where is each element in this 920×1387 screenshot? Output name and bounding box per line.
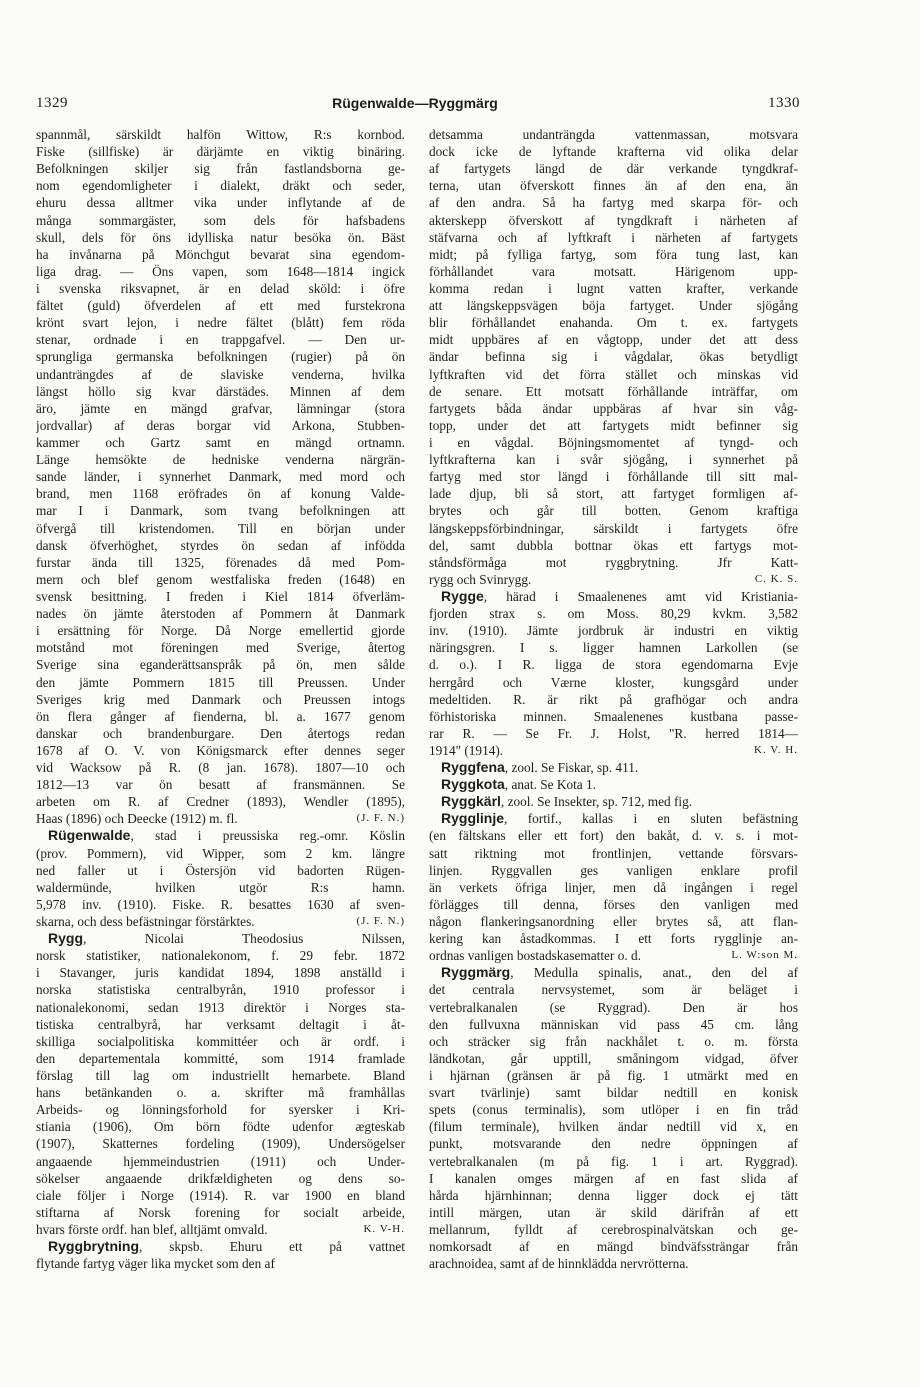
text-line: rar R. — Se Fr. J. Holst, "R. herred 1814— xyxy=(429,725,798,741)
text-line: akterskepp öfverskott af tyngdkraft i närheten af xyxy=(429,212,798,228)
text-line: brytes och går till botten. Genom kraftiga xyxy=(429,503,798,519)
text-line: vertebralkanalen (se Ryggrad). Den är hos xyxy=(429,999,798,1015)
text-line: i hjärnan (gränsen är på fig. 1 utmärkt med en xyxy=(429,1068,798,1084)
text-line: öfvergå till kristendomen. Till en början under xyxy=(36,520,405,536)
page-number-right: 1330 xyxy=(768,95,800,111)
text-line: i en vågdal. Böjningsmomentet af tyngd- och xyxy=(429,434,798,450)
text-line: C. K. S. rygg och Svinrygg. xyxy=(429,571,798,587)
text-line: i Stavanger, juris kandidat 1894, 1898 anställd i xyxy=(36,965,405,981)
text-line: ha invånarna på Mönchgut bevarat sina egendom- xyxy=(36,246,405,262)
text-line: vid Wacksow på R. (8 jan. 1678). 1807—10 och xyxy=(36,760,405,776)
text-line: fartygets båda ändar uppbäras af hvar sin våg- xyxy=(429,400,798,416)
text-line: sande länder, i synnerhet Danmark, med mord och xyxy=(36,469,405,485)
text-line: Rygg, Nicolai Theodosius Nilssen, xyxy=(48,930,405,947)
text-line: inv. (1910). Jämte jordbruk är industri en viktig xyxy=(429,623,798,639)
text-line: waldermünde, hvilken utgör R:s hamn. xyxy=(36,879,405,895)
text-line: svensk besittning. I freden i Kiel 1814 öfverläm- xyxy=(36,588,405,604)
text-line: nom egendomligheter i dialekt, dräkt och seder, xyxy=(36,178,405,194)
text-line: terna, utan öfverskott finnes än af den ena, än xyxy=(429,178,798,194)
text-line: Sverige sina eganderättsanspråk på ön, men sålde xyxy=(36,657,405,673)
text-line: mellanrum, fylldt af cerebrospinalvätskan och ge- xyxy=(429,1222,798,1237)
text-line: midt uppbäres af en vågtopp, under det att dess xyxy=(429,332,798,348)
text-line: intill märgen, utan är skild därifrån af ett xyxy=(429,1204,798,1220)
text-line: K. V-H. hvars förste ordf. han blef, alltjämt omvald. xyxy=(36,1222,405,1237)
text-line: den jämte Pommern 1815 till Preussen. Under xyxy=(36,674,405,690)
text-line: sökelser angaaende drikfældigheten og dens so- xyxy=(36,1170,405,1186)
entry-headword: Ryggbrytning xyxy=(48,1238,139,1255)
text-line: fältet (guld) öfverdelen af ett med furstekrona xyxy=(36,298,405,314)
text-line: stäfvarna och af lyftkraft i närheten af fartygets xyxy=(429,229,798,245)
text-line: och sträcker sig från nackhålet t. o. m. första xyxy=(429,1033,798,1049)
text-line: Rygge, härad i Smaalenenes amt vid Kristiania- xyxy=(441,587,798,604)
text-line: komma redan i lugnt vatten krafter, verkande xyxy=(429,280,798,296)
entry-headword: Ryggfena xyxy=(441,759,505,776)
text-line: 1678 af O. V. von Königsmarck efter dennes seger xyxy=(36,742,405,758)
text-line: många sommargäster, som dels för hafsbadens xyxy=(36,212,405,228)
text-line: det centrala nervsystemet, som är beläget i xyxy=(429,982,798,998)
text-line: satt riktning mot frontlinjen, vettande försvars- xyxy=(429,845,798,861)
text-line: hans betänkanden o. a. skrifter må framhållas xyxy=(36,1085,405,1101)
text-line: lyftkrafterna kan i svår sjögång, i synnerhet på xyxy=(429,452,798,468)
text-line: längskeppsförbindningar, särskildt i fartygets öfre xyxy=(429,520,798,536)
author-signature: (J. F. N.) xyxy=(356,812,405,825)
text-line: furstar ända till 1325, förenades då med Pom- xyxy=(36,554,405,570)
text-line: förhållandet vara motsatt. Härigenom upp- xyxy=(429,263,798,279)
text-line: d. o.). I R. ligga de stora egendomarna Evje xyxy=(429,657,798,673)
text-line: Ryggkärl, zool. Se Insekter, sp. 712, med fig. xyxy=(441,793,693,810)
text-line: Ryggmärg, Medulla spinalis, anat., den del af xyxy=(441,964,798,981)
text-line: lyftkraften vid det förra stället och minskas vid xyxy=(429,366,798,382)
text-line: den fullvuxna människan vid pass 45 cm. lång xyxy=(429,1016,798,1032)
text-line: att längskeppsvägen böja fartyget. Under sjögång xyxy=(429,298,798,314)
text-line: (J. F. N.) skarna, och dess befästningar förstärktes. xyxy=(36,914,405,930)
text-line: (1907), Skatternes fordeling (1909), Undersögelser xyxy=(36,1136,405,1152)
text-line: längst höllo sig kvar därstädes. Minnen af dem xyxy=(36,383,405,399)
text-line: ändar befinna sig i vågdalar, ökas betydligt xyxy=(429,349,798,365)
text-line: flytande fartyg väger lika mycket som den af xyxy=(36,1256,275,1272)
text-line: liga drag. — Öns vapen, som 1648—1814 ingick xyxy=(36,263,405,279)
text-line: arbeten om R. af Credner (1893), Wendler (1895), xyxy=(36,794,405,810)
text-line: L. W:son M. ordnas vanligen bostadskasematter o. d. xyxy=(429,948,798,964)
text-line: ländkotan, går upptill, småningom vidgad, öfver xyxy=(429,1050,798,1066)
text-line: Fiske (sillfiske) är därjämte en viktig binäring. xyxy=(36,144,405,160)
entry-headword: Ryggmärg xyxy=(441,964,511,981)
text-line: mar I i Danmark, som tvang befolkningen att xyxy=(36,503,405,519)
text-line: (prov. Pommern), vid Wipper, som 2 km. längre xyxy=(36,845,405,861)
text-line: brand, men 1168 eröfrades ön af konung Valde- xyxy=(36,486,405,502)
text-line: stiania (1906), Om börn födte udenfor ægteskab xyxy=(36,1119,405,1135)
text-line: de senare. Ett motsatt förhållande inträffar, om xyxy=(429,383,798,399)
text-line: förlägges till denna, förses den vanligen med xyxy=(429,896,798,912)
text-line: spets (conus terminalis), som utlöper i en fin tråd xyxy=(429,1102,798,1118)
text-line: Rügenwalde, stad i preussiska reg.-omr. Köslin xyxy=(48,827,405,844)
text-line: (filum terminale), hvilken ändar nedtill vid x, en xyxy=(429,1119,798,1135)
text-line: kering kan åstadkommas. I ett forts rygglinje an- xyxy=(429,931,798,947)
text-line: nades ön jämte återstoden af Pommern åt Danmark xyxy=(36,606,405,622)
text-line: fjorden strax s. om Moss. 80,29 kvkm. 3,582 xyxy=(429,606,798,622)
author-signature: (J. F. N.) xyxy=(356,915,405,928)
text-line: midt; på fylliga fartyg, som föra tung last, kan xyxy=(429,246,798,262)
entry-headword: Rygge xyxy=(441,587,484,604)
text-line: dock icke de lyftande krafterna vid olika delar xyxy=(429,144,798,160)
text-line: (en fältskans eller ett fort) den bakåt, d. v. s. i mot- xyxy=(429,828,798,844)
author-signature: C. K. S. xyxy=(754,572,798,585)
text-line: förhistoriska minnen. Smaalenenes kustbana passe- xyxy=(429,708,798,724)
text-line: den departementala kommitté, som 1914 framlade xyxy=(36,1050,405,1066)
text-line: ståndsförmåga mot ryggbrytning. Jfr Katt- xyxy=(429,554,798,570)
text-line: hårda hjärnhinnan; denna ligger dock ej tätt xyxy=(429,1187,798,1203)
text-line: punkt, motsvarande den nedre öppningen af xyxy=(429,1136,798,1152)
text-line: Länge hemsökte de hedniske venderna närgrän- xyxy=(36,452,405,468)
text-line: del, samt dubbla bottnar ökas ett fartygs mot- xyxy=(429,537,798,553)
entry-headword: Ryggkota xyxy=(441,776,505,793)
text-line: ciale följer i Norge (1914). R. var 1900 en bland xyxy=(36,1187,405,1203)
text-line: lade djup, bli så stort, att fartyget formligen af- xyxy=(429,486,798,502)
text-column-right xyxy=(429,126,798,1272)
text-line: tistiska centralbyrå, har verksamt deltagit i åt- xyxy=(36,1016,405,1032)
text-line: arachnoidea, samt af de hinnklädda nervrötterna. xyxy=(429,1256,689,1272)
text-line: herrgård och Værne kloster, kungsgård under xyxy=(429,674,798,690)
text-line: Befolkningen skiljer sig från fastlandsborna ge- xyxy=(36,161,405,177)
text-line: topp, under det att fartygets midt befinner sig xyxy=(429,417,798,433)
text-line: af fartygets längd de där verkande tyngdkraf- xyxy=(429,161,798,177)
text-line: stiftarna af Norsk forening for socialt arbeide, xyxy=(36,1204,405,1220)
text-line: medeltiden. R. är rikt på grafhögar och andra xyxy=(429,691,798,707)
text-line: än verkets öfriga linjer, men då ingången i regel xyxy=(429,879,798,895)
text-line: linjen. Ryggvallen ges vanligen enklare profil xyxy=(429,862,798,878)
text-line: i ersättning för Norge. Då Norge emellertid gjorde xyxy=(36,623,405,639)
text-line: 1812—13 var ön besatt af fransmännen. Se xyxy=(36,777,405,793)
text-line: skull, dels för öns idylliska natur besöka ön. Bäst xyxy=(36,229,405,245)
text-line: motstånd mot föreningen med Sverige, återtog xyxy=(36,640,405,656)
text-line: I kanalen omges märgen af en fast slida af xyxy=(429,1170,798,1186)
text-line: norsk statistiker, nationalekonom, f. 29 febr. 1872 xyxy=(36,948,405,964)
text-line: ned faller ut i Östersjön vid badorten Rügen- xyxy=(36,862,405,878)
text-line: norska statistiska centralbyrån, 1910 professor i xyxy=(36,982,405,998)
text-line: Rygglinje, fortif., kallas i en sluten befästning xyxy=(441,810,798,827)
text-line: kammer och Gartz samt en mängd ortnamn. xyxy=(36,434,405,450)
text-line: nationalekonomi, sedan 1913 direktör i Norges sta- xyxy=(36,999,405,1015)
text-line: äro, jämte en mängd grafvar, lämningar (stora xyxy=(36,400,405,416)
entry-headword: Rygglinje xyxy=(441,810,505,827)
author-signature: K. V-H. xyxy=(363,1223,405,1235)
text-line: nomkorsadt af en mängd bindväfssträngar från xyxy=(429,1239,798,1255)
text-line: dansk öfverhöghet, styrdes ön sedan af infödda xyxy=(36,537,405,553)
text-line: svart tvärlinje) samt bildar nedtill en konisk xyxy=(429,1085,798,1101)
text-line: vertebralkanalen (m på fig. 1 i art. Ryggrad). xyxy=(429,1153,798,1169)
text-line: K. V. H. 1914" (1914). xyxy=(429,742,798,758)
text-line: Ryggbrytning, skpsb. Ehuru ett på vattnet xyxy=(48,1238,405,1255)
text-line: skilliga socialpolitiska kommittéer och är ordf. i xyxy=(36,1033,405,1049)
entry-headword: Rygg xyxy=(48,930,83,947)
text-line: Ryggkota, anat. Se Kota 1. xyxy=(441,776,597,793)
text-line: ehuru dessa alltmer vika under inflytande af de xyxy=(36,195,405,211)
text-line: Sveriges krig med Danmark och Preussen intogs xyxy=(36,691,405,707)
text-line: mern och blef genom westfaliska freden (1648) en xyxy=(36,571,405,587)
text-line: danskar och brandenburgare. Den återtogs redan xyxy=(36,725,405,741)
text-column-left xyxy=(36,126,405,1272)
text-line: ön flera gånger af fienderna, bl. a. 1677 genom xyxy=(36,708,405,724)
text-line: angaaende hjemmeindustrien (1911) och Under- xyxy=(36,1153,405,1169)
text-line: 5,978 inv. (1910). Fiske. R. besattes 1630 af sven- xyxy=(36,896,405,912)
entry-headword: Rügenwalde xyxy=(48,827,131,844)
page-number-left: 1329 xyxy=(36,95,68,111)
text-line: någon flankeringsanordning eller brytes så, att flan- xyxy=(429,914,798,930)
text-line: stenar, ordnade i en trappgafvel. — Den ur- xyxy=(36,332,405,348)
text-line: Arbeids- og lönningsforhold for syersker i Kri- xyxy=(36,1102,405,1118)
text-line: jordvallar) af deras borgar vid Arkona, Stubben- xyxy=(36,417,405,433)
text-line: Ryggfena, zool. Se Fiskar, sp. 411. xyxy=(441,759,639,776)
running-head: Rügenwalde—Ryggmärg xyxy=(332,95,498,111)
text-line: sprungliga germanska befolkningen (rugier) på ön xyxy=(36,349,405,365)
text-line: näringsgren. I s. ligger hamnen Larkollen (se xyxy=(429,640,798,656)
text-line: blir förhållandet enahanda. Om t. ex. fartygets xyxy=(429,315,798,331)
text-line: af den andra. Så ha fartyg med skarpa för- och xyxy=(429,195,798,211)
text-line: förslag till lag om industriellt hemarbete. Bland xyxy=(36,1068,405,1084)
text-line: i svenska riksvapnet, är en delad sköld: i öfre xyxy=(36,280,405,296)
text-line: krönt svart lejon, i nedre fältet (blått) fem röda xyxy=(36,315,405,331)
text-line: spannmål, särskildt halfön Wittow, R:s kornbod. xyxy=(36,127,405,142)
entry-headword: Ryggkärl xyxy=(441,793,501,810)
text-line: detsamma undanträngda vattenmassan, motsvara xyxy=(429,127,798,142)
text-line: undanträngdes af de slaviske venderna, hvilka xyxy=(36,366,405,382)
author-signature: L. W:son M. xyxy=(731,949,798,962)
text-line: fartyg med stor längd i förhållande till sitt mal- xyxy=(429,469,798,485)
author-signature: K. V. H. xyxy=(754,743,798,756)
text-line: (J. F. N.) Haas (1896) och Deecke (1912) m. fl. xyxy=(36,811,405,827)
